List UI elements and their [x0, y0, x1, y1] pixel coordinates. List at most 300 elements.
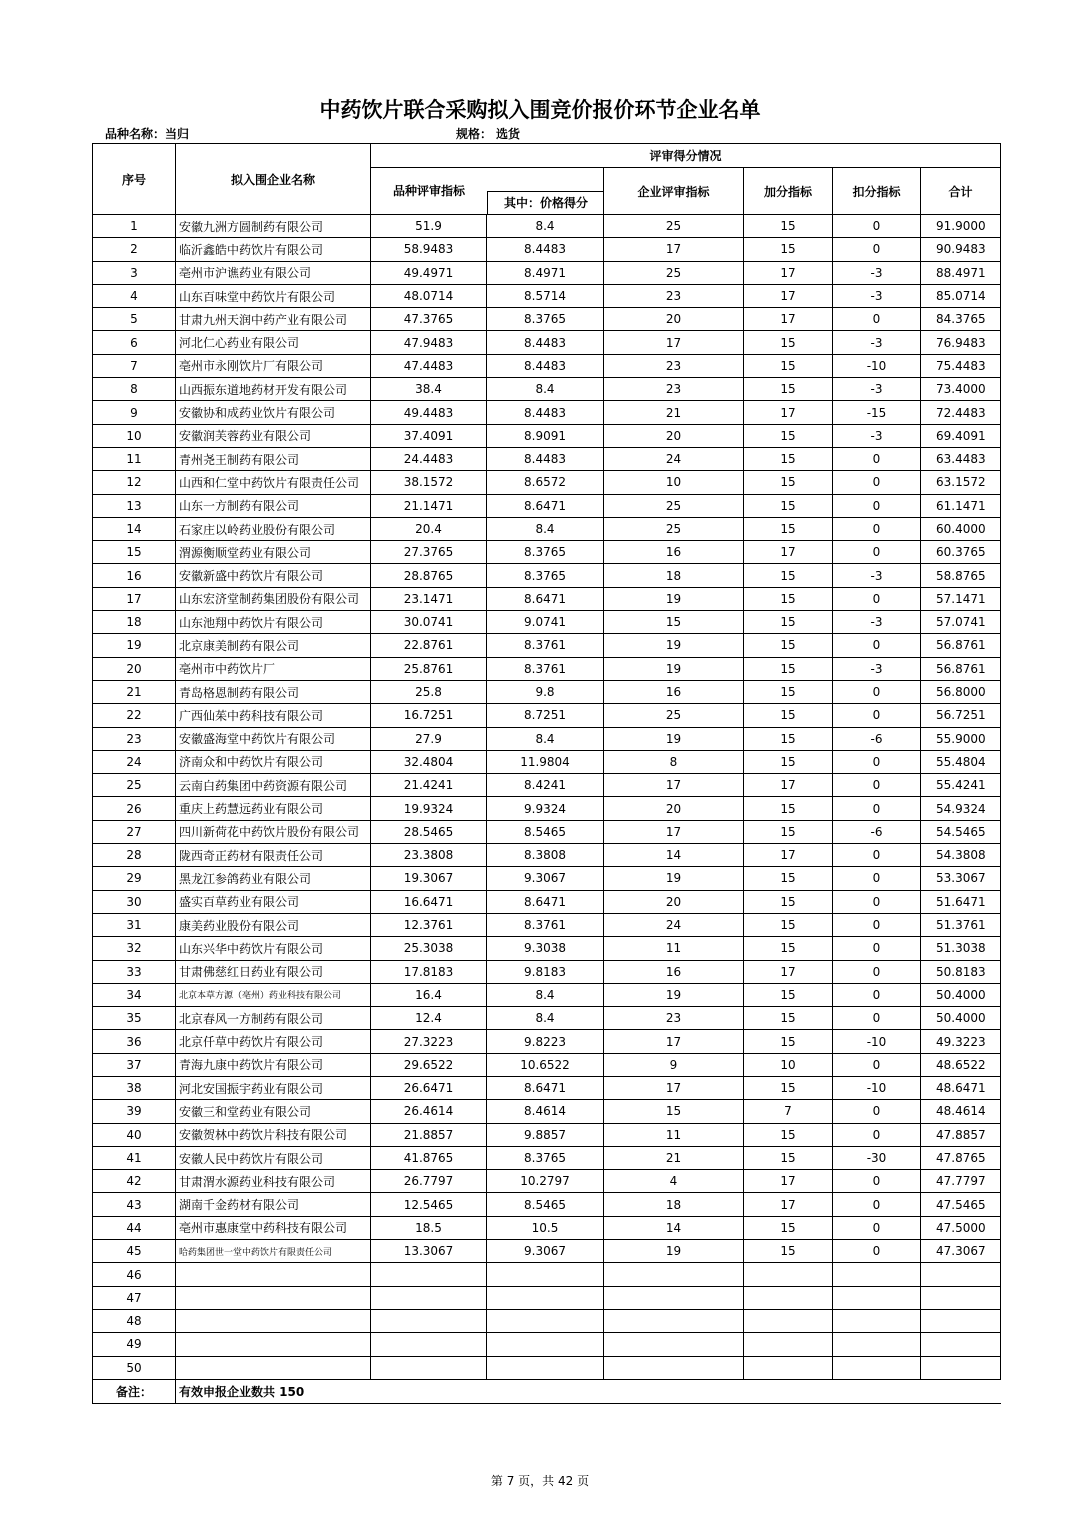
table-row	[93, 797, 1001, 820]
header-review-group: 评审得分情况	[371, 144, 1001, 168]
cell-variety-index: 28.5465	[371, 820, 487, 843]
cell-deduction: 0	[833, 1123, 921, 1146]
cell-bonus: 15	[744, 983, 833, 1006]
cell-total: 56.8000	[921, 680, 1001, 703]
cell-company-name	[176, 1263, 371, 1286]
cell-bonus: 17	[744, 284, 833, 307]
cell-variety-index: 47.4483	[371, 354, 487, 377]
cell-deduction: 0	[833, 238, 921, 261]
cell-seq: 48	[93, 1309, 176, 1332]
cell-company-name: 青州尧王制药有限公司	[176, 447, 371, 470]
cell-price-score: 9.3067	[487, 1240, 604, 1263]
cell-seq: 44	[93, 1216, 176, 1239]
cell-company-name	[176, 1356, 371, 1379]
cell-deduction: -30	[833, 1146, 921, 1169]
table-row	[93, 1263, 1001, 1286]
cell-enterprise-index	[604, 1356, 744, 1379]
cell-variety-index: 51.9	[371, 215, 487, 238]
cell-seq: 9	[93, 401, 176, 424]
table-row	[93, 820, 1001, 843]
cell-bonus: 15	[744, 913, 833, 936]
cell-bonus: 15	[744, 890, 833, 913]
cell-variety-index: 26.4614	[371, 1100, 487, 1123]
cell-company-name: 安徽九洲方圆制药有限公司	[176, 215, 371, 238]
cell-total: 57.1471	[921, 587, 1001, 610]
cell-deduction: 0	[833, 680, 921, 703]
cell-bonus	[744, 1333, 833, 1356]
cell-bonus: 17	[744, 1170, 833, 1193]
cell-seq: 31	[93, 913, 176, 936]
cell-company-name: 山西振东道地药材开发有限公司	[176, 378, 371, 401]
cell-variety-index: 23.1471	[371, 587, 487, 610]
cell-enterprise-index: 15	[604, 1100, 744, 1123]
cell-bonus: 15	[744, 1146, 833, 1169]
cell-deduction: -6	[833, 820, 921, 843]
cell-deduction: 0	[833, 937, 921, 960]
cell-seq: 23	[93, 727, 176, 750]
note-label: 备注：	[93, 1379, 176, 1403]
cell-seq: 16	[93, 564, 176, 587]
cell-price-score: 8.3808	[487, 844, 604, 867]
cell-total: 48.6522	[921, 1053, 1001, 1076]
cell-variety-index: 49.4971	[371, 261, 487, 284]
cell-price-score: 8.5714	[487, 284, 604, 307]
cell-seq: 15	[93, 541, 176, 564]
cell-price-score: 8.4	[487, 727, 604, 750]
cell-seq: 11	[93, 447, 176, 470]
table-row	[93, 704, 1001, 727]
cell-enterprise-index: 19	[604, 657, 744, 680]
cell-enterprise-index: 18	[604, 1193, 744, 1216]
cell-total: 48.4614	[921, 1100, 1001, 1123]
variety-label: 品种名称：	[105, 127, 166, 141]
cell-variety-index: 49.4483	[371, 401, 487, 424]
cell-deduction: 0	[833, 471, 921, 494]
cell-company-name: 山西和仁堂中药饮片有限责任公司	[176, 471, 371, 494]
cell-variety-index	[371, 1286, 487, 1309]
cell-deduction: 0	[833, 517, 921, 540]
cell-company-name: 湖南千金药材有限公司	[176, 1193, 371, 1216]
cell-bonus: 15	[744, 424, 833, 447]
cell-company-name: 康美药业股份有限公司	[176, 913, 371, 936]
cell-seq: 36	[93, 1030, 176, 1053]
cell-seq: 10	[93, 424, 176, 447]
cell-company-name	[176, 1333, 371, 1356]
cell-company-name: 山东百味堂中药饮片有限公司	[176, 284, 371, 307]
cell-bonus: 15	[744, 494, 833, 517]
cell-variety-index: 25.3038	[371, 937, 487, 960]
table-row	[93, 890, 1001, 913]
cell-seq: 21	[93, 680, 176, 703]
cell-company-name: 青岛格恩制药有限公司	[176, 680, 371, 703]
cell-seq: 32	[93, 937, 176, 960]
cell-variety-index: 17.8183	[371, 960, 487, 983]
cell-total: 84.3765	[921, 308, 1001, 331]
cell-bonus: 15	[744, 1216, 833, 1239]
cell-price-score: 8.4	[487, 378, 604, 401]
cell-price-score: 9.9324	[487, 797, 604, 820]
table-row	[93, 867, 1001, 890]
table-row	[93, 564, 1001, 587]
cell-deduction	[833, 1356, 921, 1379]
header-total: 合计	[921, 168, 1001, 215]
cell-bonus: 17	[744, 308, 833, 331]
cell-bonus: 15	[744, 238, 833, 261]
cell-company-name: 黑龙江参鸽药业有限公司	[176, 867, 371, 890]
cell-enterprise-index: 17	[604, 774, 744, 797]
cell-total: 47.7797	[921, 1170, 1001, 1193]
cell-total: 73.4000	[921, 378, 1001, 401]
table-row	[93, 611, 1001, 634]
table-row	[93, 774, 1001, 797]
cell-deduction	[833, 1333, 921, 1356]
cell-total: 47.5465	[921, 1193, 1001, 1216]
cell-company-name: 安徽润芙蓉药业有限公司	[176, 424, 371, 447]
spec-label: 规格：	[456, 127, 493, 141]
cell-bonus: 17	[744, 541, 833, 564]
header-bonus: 加分指标	[744, 168, 833, 215]
cell-bonus: 17	[744, 1193, 833, 1216]
cell-price-score: 8.4	[487, 517, 604, 540]
cell-enterprise-index: 23	[604, 284, 744, 307]
cell-deduction: -10	[833, 354, 921, 377]
spec-info	[456, 125, 520, 142]
cell-bonus: 15	[744, 704, 833, 727]
cell-seq: 25	[93, 774, 176, 797]
cell-total: 55.4804	[921, 750, 1001, 773]
cell-seq: 49	[93, 1333, 176, 1356]
cell-price-score: 8.3765	[487, 308, 604, 331]
table-row	[93, 1286, 1001, 1309]
cell-price-score: 9.8183	[487, 960, 604, 983]
table-row	[93, 657, 1001, 680]
cell-total: 90.9483	[921, 238, 1001, 261]
table-row	[93, 378, 1001, 401]
cell-seq: 43	[93, 1193, 176, 1216]
cell-seq: 45	[93, 1240, 176, 1263]
cell-price-score: 8.6471	[487, 1076, 604, 1099]
cell-seq: 26	[93, 797, 176, 820]
cell-price-score: 11.9804	[487, 750, 604, 773]
cell-enterprise-index: 19	[604, 867, 744, 890]
cell-deduction: 0	[833, 890, 921, 913]
cell-deduction: -3	[833, 424, 921, 447]
cell-bonus: 10	[744, 1053, 833, 1076]
cell-deduction: 0	[833, 704, 921, 727]
cell-variety-index: 25.8	[371, 680, 487, 703]
cell-total: 51.3038	[921, 937, 1001, 960]
cell-enterprise-index: 24	[604, 447, 744, 470]
header-enterprise-index: 企业评审指标	[604, 168, 744, 215]
header-company: 拟入围企业名称	[176, 144, 371, 215]
cell-company-name: 安徽人民中药饮片有限公司	[176, 1146, 371, 1169]
cell-enterprise-index: 21	[604, 1146, 744, 1169]
cell-bonus: 15	[744, 331, 833, 354]
cell-seq: 47	[93, 1286, 176, 1309]
cell-seq: 33	[93, 960, 176, 983]
table-row	[93, 1030, 1001, 1053]
table-row	[93, 750, 1001, 773]
cell-price-score: 8.4483	[487, 401, 604, 424]
cell-company-name: 北京春风一方制药有限公司	[176, 1007, 371, 1030]
cell-seq: 22	[93, 704, 176, 727]
cell-seq: 24	[93, 750, 176, 773]
cell-bonus: 17	[744, 261, 833, 284]
cell-company-name: 广西仙茱中药科技有限公司	[176, 704, 371, 727]
cell-price-score: 9.8223	[487, 1030, 604, 1053]
cell-bonus: 15	[744, 750, 833, 773]
table-row	[93, 424, 1001, 447]
cell-bonus: 15	[744, 1240, 833, 1263]
cell-variety-index: 25.8761	[371, 657, 487, 680]
cell-enterprise-index	[604, 1309, 744, 1332]
cell-enterprise-index: 19	[604, 634, 744, 657]
cell-seq: 3	[93, 261, 176, 284]
cell-bonus: 15	[744, 354, 833, 377]
cell-price-score: 8.4483	[487, 238, 604, 261]
cell-deduction: -3	[833, 284, 921, 307]
cell-price-score: 8.4483	[487, 447, 604, 470]
table-row	[93, 727, 1001, 750]
table-row	[93, 517, 1001, 540]
cell-price-score: 8.6572	[487, 471, 604, 494]
cell-price-score: 10.5	[487, 1216, 604, 1239]
cell-company-name: 青海九康中药饮片有限公司	[176, 1053, 371, 1076]
table-row	[93, 680, 1001, 703]
cell-bonus: 15	[744, 447, 833, 470]
cell-deduction: 0	[833, 960, 921, 983]
cell-bonus	[744, 1286, 833, 1309]
cell-deduction: 0	[833, 308, 921, 331]
cell-variety-index: 30.0741	[371, 611, 487, 634]
cell-total: 60.3765	[921, 541, 1001, 564]
cell-enterprise-index: 15	[604, 611, 744, 634]
variety-info	[105, 125, 189, 142]
table-row	[93, 937, 1001, 960]
cell-total: 50.4000	[921, 1007, 1001, 1030]
cell-total	[921, 1263, 1001, 1286]
cell-bonus: 15	[744, 587, 833, 610]
cell-bonus: 17	[744, 960, 833, 983]
cell-company-name: 安徽贺林中药饮片科技有限公司	[176, 1123, 371, 1146]
cell-bonus	[744, 1263, 833, 1286]
company-score-table	[92, 143, 1001, 1404]
cell-bonus: 15	[744, 937, 833, 960]
cell-company-name: 重庆上药慧远药业有限公司	[176, 797, 371, 820]
cell-enterprise-index	[604, 1333, 744, 1356]
cell-company-name	[176, 1309, 371, 1332]
cell-bonus: 15	[744, 471, 833, 494]
cell-total: 63.1572	[921, 471, 1001, 494]
cell-enterprise-index: 14	[604, 844, 744, 867]
cell-variety-index: 37.4091	[371, 424, 487, 447]
cell-total: 75.4483	[921, 354, 1001, 377]
cell-seq: 29	[93, 867, 176, 890]
cell-total	[921, 1286, 1001, 1309]
table-row	[93, 494, 1001, 517]
cell-enterprise-index: 20	[604, 424, 744, 447]
cell-company-name: 安徽三和堂药业有限公司	[176, 1100, 371, 1123]
cell-enterprise-index: 20	[604, 890, 744, 913]
cell-deduction	[833, 1263, 921, 1286]
cell-deduction: 0	[833, 1053, 921, 1076]
cell-bonus: 15	[744, 727, 833, 750]
cell-enterprise-index: 17	[604, 331, 744, 354]
cell-seq: 19	[93, 634, 176, 657]
header-variety-index: 品种评审指标	[392, 184, 465, 198]
cell-company-name: 北京本草方源（亳州）药业科技有限公司	[176, 983, 371, 1006]
cell-enterprise-index: 17	[604, 1076, 744, 1099]
cell-company-name: 安徽协和成药业饮片有限公司	[176, 401, 371, 424]
cell-total: 48.6471	[921, 1076, 1001, 1099]
table-row	[93, 1309, 1001, 1332]
cell-enterprise-index: 16	[604, 680, 744, 703]
cell-price-score: 9.8	[487, 680, 604, 703]
cell-company-name: 亳州市中药饮片厂	[176, 657, 371, 680]
cell-enterprise-index: 4	[604, 1170, 744, 1193]
cell-seq: 35	[93, 1007, 176, 1030]
cell-price-score: 8.5465	[487, 820, 604, 843]
cell-variety-index: 27.9	[371, 727, 487, 750]
cell-total: 47.8857	[921, 1123, 1001, 1146]
cell-enterprise-index: 10	[604, 471, 744, 494]
cell-total: 47.8765	[921, 1146, 1001, 1169]
cell-deduction	[833, 1309, 921, 1332]
cell-total	[921, 1309, 1001, 1332]
cell-deduction: 0	[833, 1193, 921, 1216]
cell-total: 57.0741	[921, 611, 1001, 634]
cell-deduction: 0	[833, 1170, 921, 1193]
cell-seq: 27	[93, 820, 176, 843]
cell-seq: 7	[93, 354, 176, 377]
cell-seq: 41	[93, 1146, 176, 1169]
cell-enterprise-index: 16	[604, 960, 744, 983]
table-row	[93, 1123, 1001, 1146]
cell-bonus: 7	[744, 1100, 833, 1123]
cell-seq: 6	[93, 331, 176, 354]
cell-enterprise-index: 25	[604, 261, 744, 284]
table-row	[93, 960, 1001, 983]
cell-bonus: 15	[744, 797, 833, 820]
cell-company-name: 亳州市惠康堂中药科技有限公司	[176, 1216, 371, 1239]
cell-enterprise-index: 18	[604, 564, 744, 587]
cell-company-name: 山东池翔中药饮片有限公司	[176, 611, 371, 634]
cell-total: 69.4091	[921, 424, 1001, 447]
table-row	[93, 1146, 1001, 1169]
cell-bonus: 15	[744, 1123, 833, 1146]
cell-price-score: 9.3038	[487, 937, 604, 960]
cell-company-name: 哈药集团世一堂中药饮片有限责任公司	[176, 1240, 371, 1263]
cell-seq: 50	[93, 1356, 176, 1379]
table-row	[93, 587, 1001, 610]
cell-deduction: -3	[833, 657, 921, 680]
cell-price-score: 8.4	[487, 983, 604, 1006]
header-deduction: 扣分指标	[833, 168, 921, 215]
cell-total: 50.4000	[921, 983, 1001, 1006]
cell-enterprise-index: 14	[604, 1216, 744, 1239]
cell-variety-index: 20.4	[371, 517, 487, 540]
cell-variety-index: 22.8761	[371, 634, 487, 657]
cell-deduction: -10	[833, 1076, 921, 1099]
cell-variety-index: 24.4483	[371, 447, 487, 470]
cell-price-score: 8.3765	[487, 564, 604, 587]
cell-variety-index: 12.3761	[371, 913, 487, 936]
cell-total: 54.9324	[921, 797, 1001, 820]
cell-seq: 40	[93, 1123, 176, 1146]
table-body	[93, 215, 1001, 1380]
cell-total: 88.4971	[921, 261, 1001, 284]
table-row	[93, 284, 1001, 307]
cell-bonus: 17	[744, 401, 833, 424]
table-row	[93, 634, 1001, 657]
header-variety-block	[371, 168, 604, 215]
cell-price-score: 8.4	[487, 1007, 604, 1030]
table-row	[93, 1240, 1001, 1263]
table-row	[93, 447, 1001, 470]
table-row	[93, 1356, 1001, 1379]
cell-deduction: -3	[833, 331, 921, 354]
cell-deduction: 0	[833, 797, 921, 820]
cell-enterprise-index: 23	[604, 1007, 744, 1030]
cell-bonus: 15	[744, 611, 833, 634]
cell-deduction: 0	[833, 587, 921, 610]
cell-deduction	[833, 1286, 921, 1309]
cell-seq: 8	[93, 378, 176, 401]
cell-deduction: 0	[833, 1100, 921, 1123]
cell-enterprise-index: 25	[604, 517, 744, 540]
cell-price-score: 8.4614	[487, 1100, 604, 1123]
cell-price-score: 8.3761	[487, 913, 604, 936]
cell-variety-index: 12.5465	[371, 1193, 487, 1216]
cell-price-score: 9.0741	[487, 611, 604, 634]
table-row	[93, 1007, 1001, 1030]
cell-price-score: 9.3067	[487, 867, 604, 890]
cell-seq: 46	[93, 1263, 176, 1286]
cell-deduction: -3	[833, 611, 921, 634]
cell-deduction: 0	[833, 983, 921, 1006]
cell-total: 54.3808	[921, 844, 1001, 867]
cell-price-score: 8.6471	[487, 890, 604, 913]
cell-enterprise-index: 21	[604, 401, 744, 424]
cell-deduction: 0	[833, 1240, 921, 1263]
cell-seq: 34	[93, 983, 176, 1006]
cell-variety-index	[371, 1356, 487, 1379]
cell-deduction: 0	[833, 634, 921, 657]
cell-total: 49.3223	[921, 1030, 1001, 1053]
cell-variety-index	[371, 1263, 487, 1286]
cell-bonus: 15	[744, 564, 833, 587]
cell-price-score: 10.6522	[487, 1053, 604, 1076]
cell-company-name: 临沂鑫皓中药饮片有限公司	[176, 238, 371, 261]
cell-price-score: 8.3761	[487, 657, 604, 680]
cell-company-name: 云南白药集团中药资源有限公司	[176, 774, 371, 797]
cell-price-score	[487, 1356, 604, 1379]
header-price-score: 其中：价格得分	[487, 191, 604, 215]
cell-company-name: 亳州市沪谯药业有限公司	[176, 261, 371, 284]
cell-total: 56.8761	[921, 657, 1001, 680]
cell-company-name: 石家庄以岭药业股份有限公司	[176, 517, 371, 540]
table-row	[93, 844, 1001, 867]
cell-price-score: 8.4483	[487, 331, 604, 354]
cell-bonus	[744, 1309, 833, 1332]
cell-deduction: 0	[833, 750, 921, 773]
table-row	[93, 1333, 1001, 1356]
cell-total: 56.7251	[921, 704, 1001, 727]
table-row	[93, 983, 1001, 1006]
cell-variety-index: 13.3067	[371, 1240, 487, 1263]
table-row	[93, 471, 1001, 494]
cell-seq: 39	[93, 1100, 176, 1123]
